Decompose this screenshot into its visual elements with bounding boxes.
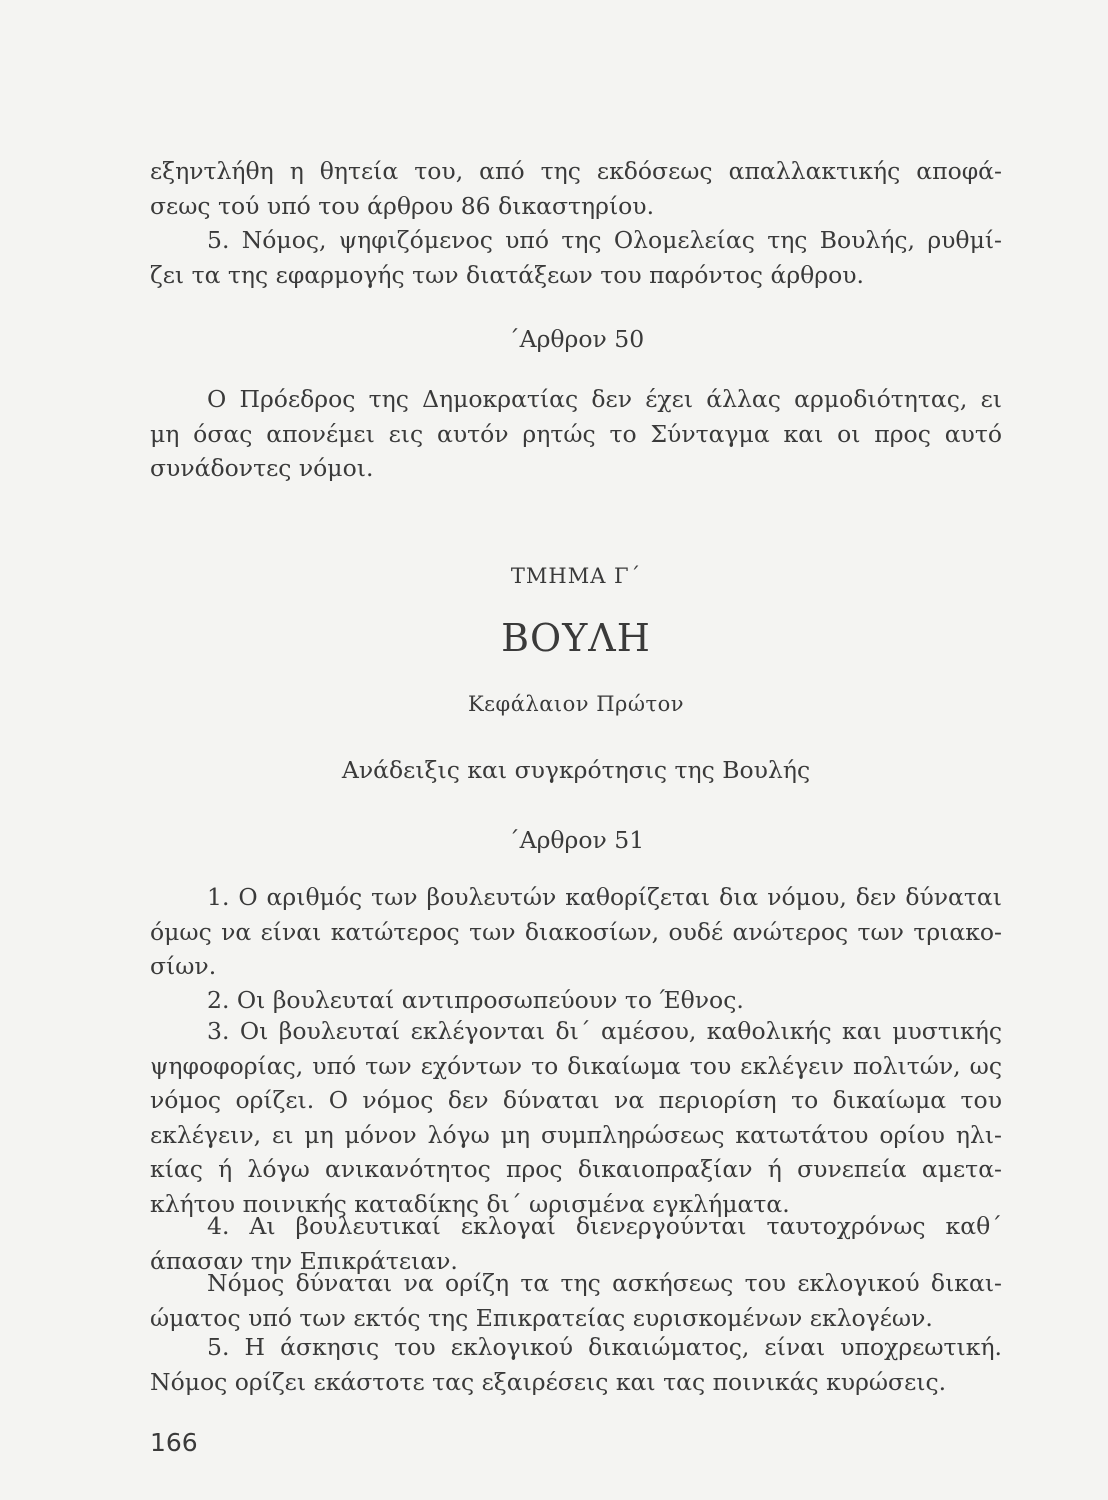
part-title: ΒΟΥΛΗ bbox=[501, 616, 651, 660]
text-line: ώματος υπό των εκτός της Επικρατείας ευρισκομένων εκλογέων. bbox=[150, 1303, 933, 1332]
text-line: Νόμος ορίζει εκάστοτε τας εξαιρέσεις και τας ποινικάς κυρώσεις. bbox=[150, 1367, 947, 1396]
text-line: 3. Οι βουλευταί εκλέγονται δι΄ αμέσου, καθολικής και μυστικής bbox=[207, 1017, 1002, 1045]
article-51-paragraph-5 bbox=[150, 1330, 1002, 1399]
article-51-paragraph-4b bbox=[150, 1266, 1002, 1335]
text-line: νόμος ορίζει. Ο νόμος δεν δύναται να περιορίση το δικαίωμα του bbox=[150, 1086, 1002, 1114]
text-line: κλήτου ποινικής καταδίκης δι΄ ωρισμένα εγκλήματα. bbox=[150, 1189, 790, 1218]
text-line: κίας ή λόγω ανικανότητος προς δικαιοπραξίαν ή συνεπεία αμετα- bbox=[150, 1155, 1002, 1183]
text-line: συνάδοντες νόμοι. bbox=[150, 454, 374, 482]
text-line: 1. Ο αριθμός των βουλευτών καθορίζεται δια νόμου, δεν δύναται bbox=[207, 883, 1002, 911]
article-50-text bbox=[150, 382, 1002, 486]
article-51-title: ΄Αρθρον 51 bbox=[507, 826, 645, 854]
text-line: όμως να είναι κατώτερος των διακοσίων, ουδέ ανώτερος των τριακο- bbox=[150, 917, 1002, 946]
text-line: σεως τού υπό του άρθρου 86 δικαστηρίου. bbox=[150, 191, 655, 220]
text-line: εξηντλήθη η θητεία του, από της εκδόσεως απαλλακτικής αποφά- bbox=[150, 157, 1002, 185]
text-line: 4. Αι βουλευτικαί εκλογαί διενεργούνται ταυτοχρόνως καθ΄ bbox=[207, 1212, 1002, 1240]
chapter-label: Κεφάλαιον Πρώτον bbox=[467, 692, 685, 716]
text-line: μη όσας απονέμει εις αυτόν ρητώς το Σύνταγμα και οι προς αυτό bbox=[150, 419, 1002, 448]
text-line: 2. Οι βουλευταί αντιπροσωπεύουν το Έθνος. bbox=[207, 986, 744, 1014]
text-line: 5. Νόμος, ψηφιζόμενος υπό της Ολομελείας της Βουλής, ρυθμί- bbox=[207, 226, 1002, 254]
paragraph-5 bbox=[150, 223, 1002, 292]
text-line: ψηφοφορίας, υπό των εχόντων το δικαίωμα του εκλέγειν πολιτών, ως bbox=[150, 1051, 1002, 1080]
article-51-paragraph-3 bbox=[150, 1014, 1002, 1221]
chapter-title: Ανάδειξις και συγκρότησις της Βουλής bbox=[341, 756, 811, 784]
text-line: 5. Η άσκησις του εκλογικού δικαιώματος, είναι υποχρεωτική. bbox=[207, 1333, 1002, 1361]
article-51-paragraph-1 bbox=[150, 880, 1002, 984]
text-line: Ο Πρόεδρος της Δημοκρατίας δεν έχει άλλας αρμοδιότητας, ει bbox=[207, 385, 1002, 413]
section-label: ΤΜΗΜΑ Γ΄ bbox=[510, 564, 642, 588]
text-line: Νόμος δύναται να ορίζη τα της ασκήσεως του εκλογικού δικαι- bbox=[207, 1269, 1002, 1297]
text-line: άπασαν την Επικράτειαν. bbox=[150, 1246, 458, 1275]
article-50-title: ΄Αρθρον 50 bbox=[507, 325, 645, 353]
page-number: 166 bbox=[150, 1428, 198, 1457]
text-line: ζει τα της εφαρμογής των διατάξεων του παρόντος άρθρου. bbox=[150, 260, 864, 289]
text-line: εκλέγειν, ει μη μόνον λόγω μη συμπληρώσεως κατωτάτου ορίου ηλι- bbox=[150, 1120, 1002, 1149]
intro-paragraph bbox=[150, 154, 1002, 223]
text-line: σίων. bbox=[150, 952, 217, 980]
article-51-paragraph-2 bbox=[150, 983, 1002, 1018]
